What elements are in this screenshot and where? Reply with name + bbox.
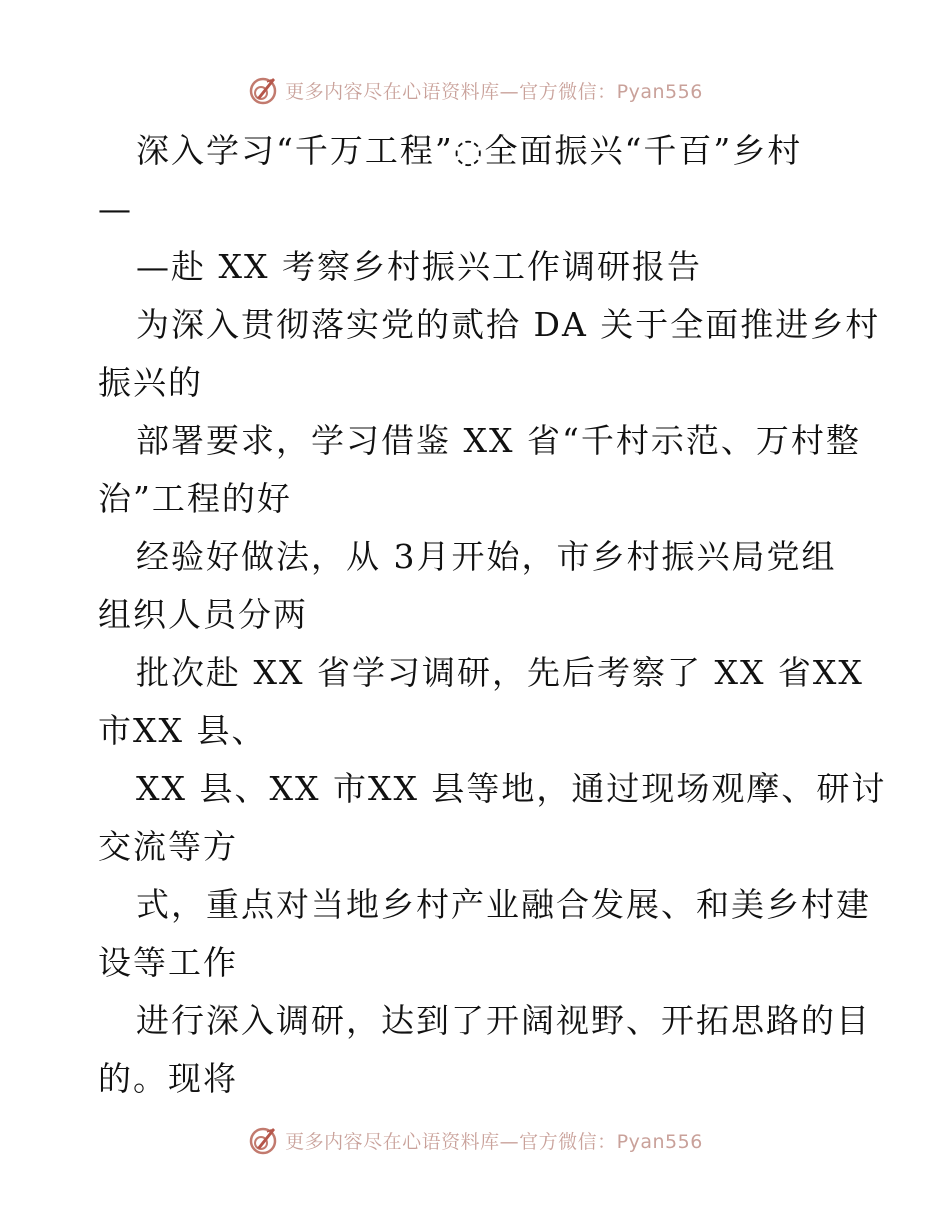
title-line-1: 深入学习“千万工程”◌全面振兴“千百”乡村 <box>136 131 803 170</box>
paragraph-line: 为深入贯彻落实党的贰拾 DA 关于全面推进乡村 <box>136 305 881 344</box>
paragraph-line: 设等工作 <box>98 943 238 982</box>
paragraph-line: 经验好做法，从 3月开始，市乡村振兴局党组 <box>136 537 837 576</box>
paragraph-line: 治”工程的好 <box>98 479 292 518</box>
quill-circle-logo-icon <box>247 74 279 106</box>
paragraph-line: 振兴的 <box>98 363 203 402</box>
watermark-text: 更多内容尽在心语资料库—官方微信：Pyan556 <box>285 1130 703 1153</box>
subtitle-line: —赴 XX 考察乡村振兴工作调研报告 <box>136 247 702 286</box>
paragraph-line: 批次赴 XX 省学习调研，先后考察了 XX 省XX <box>136 653 864 692</box>
paragraph-line: 市XX 县、 <box>98 711 267 750</box>
header-watermark <box>0 70 950 110</box>
paragraph-line: 组织人员分两 <box>98 595 308 634</box>
watermark-group <box>247 1124 703 1156</box>
quill-circle-logo-icon <box>247 1124 279 1156</box>
paragraph-line: 部署要求，学习借鉴 XX 省“千村示范、万村整 <box>136 421 861 460</box>
paragraph-line: 交流等方 <box>98 827 238 866</box>
paragraph-line: 的。现将 <box>98 1059 238 1098</box>
title-line-2: — <box>98 189 133 228</box>
paragraph-line: XX 县、XX 市XX 县等地，通过现场观摩、研讨 <box>136 769 887 808</box>
watermark-group <box>247 74 703 106</box>
paragraph-line: 式，重点对当地乡村产业融合发展、和美乡村建 <box>136 885 871 924</box>
document-body <box>98 122 887 1108</box>
paragraph-line: 进行深入调研，达到了开阔视野、开拓思路的目 <box>136 1001 871 1040</box>
watermark-text: 更多内容尽在心语资料库—官方微信：Pyan556 <box>285 80 703 103</box>
footer-watermark <box>0 1120 950 1160</box>
